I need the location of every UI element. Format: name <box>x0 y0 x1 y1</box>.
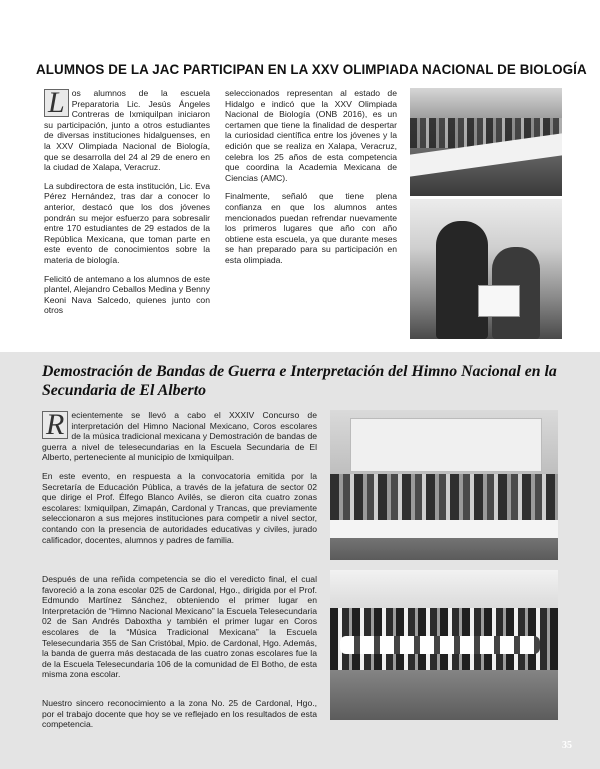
drop-cap: L <box>44 89 69 117</box>
paragraph: La subdirectora de esta institución, Lic. Eva Pérez Hernández, tras dar a conocer lo anterior, destacó que los dos jóvenes pondrán su mejor esfuerzo para sobresalir entre 170 estudiantes de 29 estados de la República Mexicana, que toman parte en este evento de conocimientos sobre la materia de biología. <box>44 180 210 265</box>
photo-student-with-certificate <box>410 199 562 339</box>
paragraph: seleccionados representan al estado de Hidalgo e indicó que la XXV Olimpiada Nacional de Biología (ONB 2016), es un certamen que tiene la finalidad de despertar la curiosidad científica entre los jóvenes y la edición que se realiza en Xalapa, Veracruz, celebra los 25 años de esta competencia que coordina la Academia Mexicana de Ciencias (AMC). <box>225 88 397 183</box>
article-title: Demostración de Bandas de Guerra e Interpretación del Himno Nacional en la Secundaria de El Alberto <box>42 363 557 399</box>
article-headline: ALUMNOS DE LA JAC PARTICIPAN EN LA XXV OLIMPIADA NACIONAL DE BIOLOGÍA <box>36 62 587 77</box>
paragraph: En este evento, en respuesta a la convocatoria emitida por la Secretaría de Educación Pública, a través de la jefatura de sector 02 que dirige el Prof. Élfego Blanco Avilés, se dieron cita cuatro zonas escolares: Ixmiquilpan, Zimapán, Cardonal y Trancas, que previamente seleccionaron a sus mejores instituciones para competir a nivel sector, contando con la presencia de autoridades educativas y civiles, jurado calificador, docentes, alumnos y padres de familia. <box>42 470 317 545</box>
photo-event-banner-audience <box>330 410 558 560</box>
article-paragraph-4: Nuestro sincero reconocimiento a la zona No. 25 de Cardonal, Hgo., por el trabajo docente que hoy se ve reflejado en los resultados de esta competencia. <box>42 698 317 730</box>
paragraph: Felicitó de antemano a los alumnos de este plantel, Alejandro Ceballos Medina y Benny Keoni Nava Salcedo, quienes junto con otros <box>44 273 210 316</box>
article-paragraph-1: R ecientemente se llevó a cabo el XXXIV Concurso de interpretación del Himno Nacional Mexicano, Coros escolares de la música tradicional mexicana y Demostración de bandas de guerra a nivel de telesecundarias en la Escuela Secundaria de El Alberto, perteneciente al municipio de Ixmiquilpan. En este evento, en respuesta a la convocatoria emitida por la Secretaría de Educación Pública, a través de la jefatura de sector 02 que dirige el Prof. Élfego Blanco Avilés, se dieron cita cuatro zonas escolares: Ixmiquilpan, Zimapán, Cardonal y Trancas, que previamente seleccionaron a sus mejores instituciones para competir a nivel sector, contando con la presencia de autoridades educativas y civiles, jurado calificador, docentes, alumnos y padres de familia. <box>42 408 317 545</box>
drop-cap: R <box>42 411 68 439</box>
paragraph: L os alumnos de la escuela Preparatoria Lic. Jesús Ángeles Contreras de Ixmiquilpan iniciaron su participación, junto a otros estudiantes de diversas instituciones hidalguenses, en la XXV Olimpiada Nacional de Biología, que se desarrolla del 24 al 29 de enero en la ciudad de Xalapa, Veracruz. <box>44 86 210 173</box>
article-paragraph-3: Después de una reñida competencia se dio el veredicto final, el cual favoreció a la zona escolar 025 de Cardonal, Hgo., dirigida por el Prof. Edmundo Martínez Sánchez, obteniendo el primer lugar en Interpretación de “Himno Nacional Mexicano” la Escuela Telesecundaria 02 de San Andrés Daboxtha y también el primer lugar en Coros escolares de la “Música Tradicional Mexicana” la Escuela Telesecundaria 355 de San Cristóbal, Mpio. de Cardonal, Hgo. Además, la banda de guerra más destacada de las cuatro zonas escolares fue la de la Escuela Telesecundaria 106 de la comunidad de El Botho, de esta misma zona escolar. <box>42 574 317 680</box>
paragraph: Finalmente, señaló que tiene plena confianza en que los alumnos antes mencionados puedan refrendar nuevamente los primeros lugares que año con año obtiene esta escuela, ya que durante meses se han preparado para su participación en esta olimpiada. <box>225 191 397 265</box>
article-olimpiada <box>0 0 600 352</box>
page-number: 35 <box>562 740 572 751</box>
photo-marching-band <box>330 570 558 720</box>
article-column-1 <box>44 88 210 324</box>
article-column-2 <box>225 88 397 274</box>
photo-students-auditorium <box>410 88 562 196</box>
